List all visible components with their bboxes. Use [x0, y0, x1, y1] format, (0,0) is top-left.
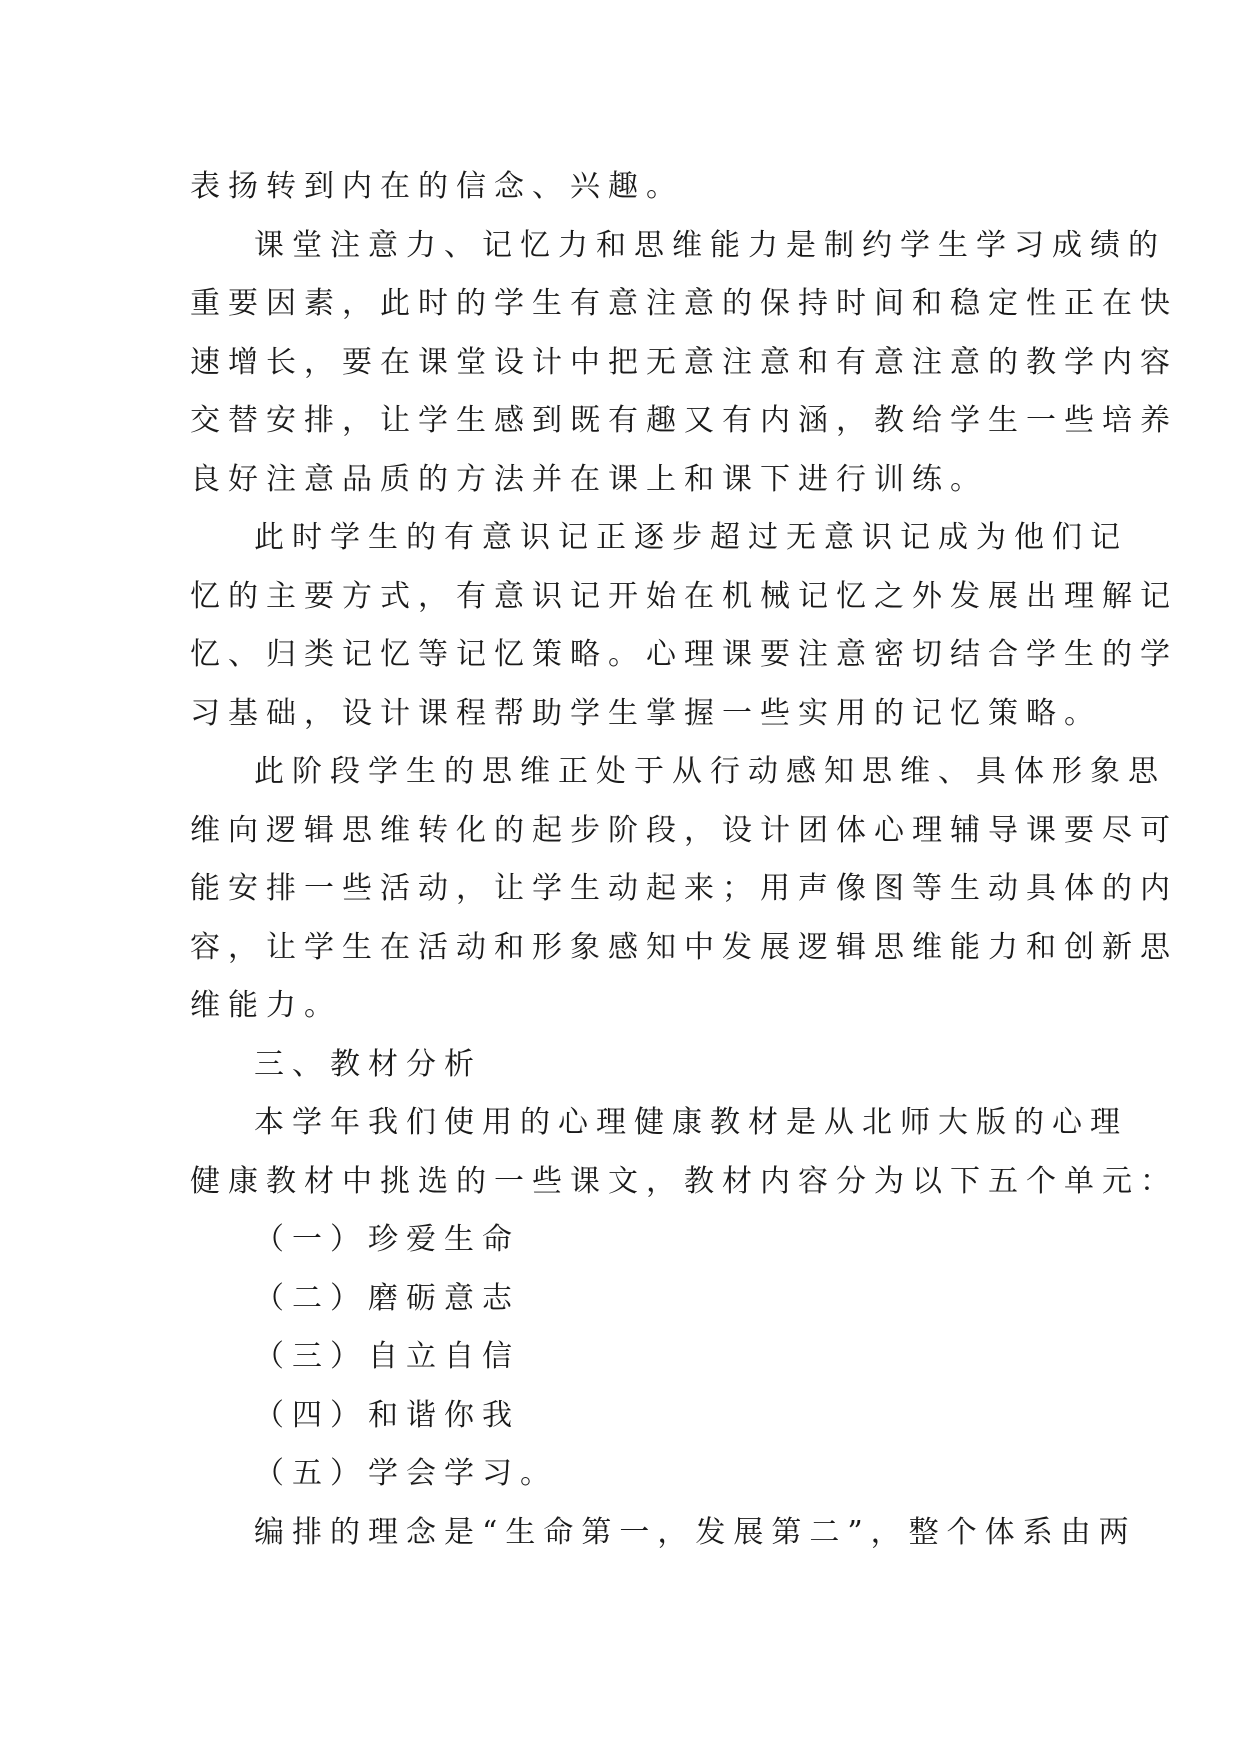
text-line: 重要因素，此时的学生有意注意的保持时间和稳定性正在快 [190, 286, 1178, 321]
text-line: 交替安排，让学生感到既有趣又有内涵，教给学生一些培养 [190, 403, 1178, 438]
text-line: 能安排一些活动，让学生动起来；用声像图等生动具体的内 [190, 871, 1178, 906]
text-line: 速增长，要在课堂设计中把无意注意和有意注意的教学内容 [190, 344, 1178, 380]
unit-list-item: （三）自立自信 [254, 1339, 520, 1374]
unit-list-item: （二）磨砺意志 [254, 1280, 520, 1316]
unit-list-item: （一）珍爱生命 [254, 1222, 520, 1257]
unit-list-item: （四）和谐你我 [254, 1397, 520, 1433]
text-line: 此时学生的有意识记正逐步超过无意识记成为他们记 [254, 520, 1128, 555]
text-line: 忆、归类记忆等记忆策略。心理课要注意密切结合学生的学 [190, 637, 1178, 672]
text-line: 维能力。 [190, 988, 342, 1023]
text-line: 课堂注意力、记忆力和思维能力是制约学生学习成绩的 [254, 227, 1166, 263]
text-line: 良好注意品质的方法并在课上和课下进行训练。 [190, 461, 988, 497]
text-line: 维向逻辑思维转化的起步阶段，设计团体心理辅导课要尽可 [190, 812, 1178, 848]
unit-list-item: （五）学会学习。 [254, 1456, 558, 1491]
text-line: 本学年我们使用的心理健康教材是从北师大版的心理 [254, 1105, 1128, 1140]
document-body [190, 158, 1178, 1562]
text-line: 忆的主要方式，有意识记开始在机械记忆之外发展出理解记 [190, 578, 1178, 614]
text-line: 此阶段学生的思维正处于从行动感知思维、具体形象思 [254, 754, 1166, 789]
text-line: 容，让学生在活动和形象感知中发展逻辑思维能力和创新思 [190, 929, 1178, 965]
text-line: 健康教材中挑选的一些课文，教材内容分为以下五个单元： [190, 1163, 1178, 1199]
section-heading: 三、教材分析 [254, 1046, 482, 1082]
text-line: 表扬转到内在的信念、兴趣。 [190, 169, 684, 204]
text-line: 习基础，设计课程帮助学生掌握一些实用的记忆策略。 [190, 695, 1102, 731]
text-line: 编排的理念是“生命第一，发展第二”，整个体系由两 [254, 1514, 1137, 1550]
